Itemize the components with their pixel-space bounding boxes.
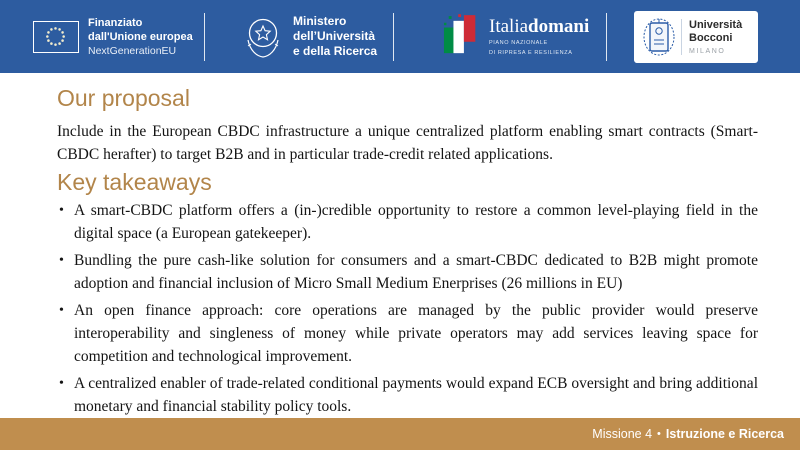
bocconi-line2: Bocconi (689, 31, 733, 44)
eu-flag-icon (33, 21, 79, 53)
eu-funding-logo (33, 16, 204, 58)
ministero-logo (241, 13, 393, 61)
bocconi-line3: MILANO (689, 47, 726, 55)
slide-title: Our proposal (57, 85, 190, 111)
eu-funding-text (88, 16, 193, 58)
program-label: Istruzione e Ricerca (665, 427, 784, 441)
eu-line2: dall'Unione europea (88, 30, 193, 43)
italiadomani-text (489, 17, 589, 57)
mission-footer-bar (0, 418, 800, 450)
italiadomani-sub1: PIANO NAZIONALE (489, 39, 548, 46)
header-divider (204, 13, 205, 61)
logo-header-bar (0, 0, 800, 73)
takeaway-item: • A centralized enabler of trade-related conditional payments would expand ECB oversight and bring additional monetary and financial stability policy tools. (57, 372, 758, 418)
italiadomani-sub2: DI RIPRESA E RESILIENZA (489, 49, 573, 56)
takeaways-list (57, 199, 758, 418)
header-divider (606, 13, 607, 61)
bocconi-divider (681, 19, 682, 55)
italiadomani-flag-icon (443, 12, 481, 62)
italiadomani-logo (443, 12, 606, 62)
takeaway-item: • A smart-CBDC platform offers a (in-)credible opportunity to restore a common level-playing field in the digital space (a European gatekeeper). (57, 199, 758, 245)
ministero-line1: Ministero (293, 14, 347, 28)
italiadomani-brand: Italiadomani (489, 15, 590, 37)
ministero-line2: dell’Università (293, 29, 376, 43)
bocconi-crest-icon (642, 17, 676, 57)
takeaway-item: • An open finance approach: core operations are managed by the public provider would preserve interoperability and singleness of money while private operators may add services leaving space for competition and technological improvement. (57, 299, 758, 368)
header-divider (393, 13, 394, 61)
slide-body (0, 73, 800, 418)
mission-label: Missione 4 (592, 427, 653, 441)
takeaway-item: • Bundling the pure cash-like solution for consumers and a smart-CBDC dedicated to B2B might promote adoption and financial inclusion of Micro Small Medium Enerprises (26 millions in EU) (57, 249, 758, 295)
bocconi-text (689, 19, 742, 55)
ministero-emblem-icon (241, 13, 285, 61)
eu-line3: NextGenerationEU (88, 44, 177, 57)
bocconi-line1: Università (689, 18, 743, 31)
proposal-paragraph: Include in the European CBDC infrastructure a unique centralized platform enabling smart contracts (Smart-CBDC herafter) to target B2B and in particular trade-credit related applications. (57, 123, 758, 163)
eu-line1: Finanziato (88, 16, 143, 29)
ministero-line3: e della Ricerca (293, 44, 378, 58)
footer-separator: • (657, 428, 661, 440)
bocconi-logo (634, 11, 758, 63)
ministero-text (293, 14, 377, 59)
key-takeaways-heading: Key takeaways (57, 169, 212, 195)
